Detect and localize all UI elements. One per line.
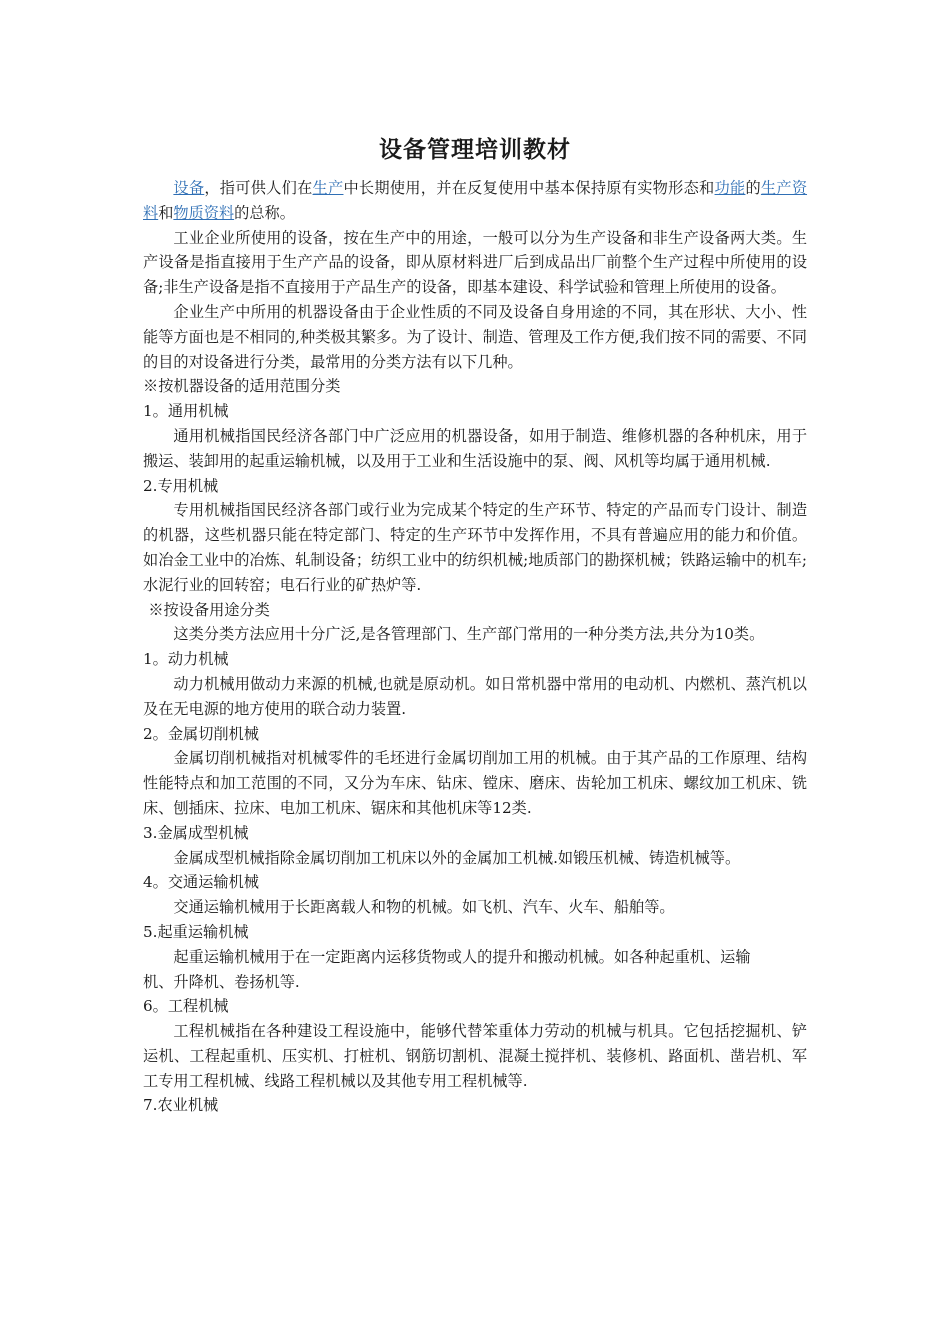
item-body-power-machinery: 动力机械用做动力来源的机械,也就是原动机。如日常机器中常用的电动机、内燃机、蒸汽机以及在无电源的地方使用的联合动力装置. (143, 674, 807, 718)
item-body-engineering: 工程机械指在各种建设工程设施中，能够代替笨重体力劳动的机械与机具。它包括挖掘机、铲运机、工程起重机、压实机、打桩机、钢筋切割机、混凝土搅拌机、装修机、路面机、凿岩机、军工专用工程机械、线路工程机械以及其他专用工程机械等. (143, 1022, 807, 1090)
item-heading-special-machinery: 2.专用机械 (143, 476, 219, 495)
document-title: 设备管理培训教材 (379, 136, 571, 163)
link-shengchan-ziliao[interactable]: 生产资料 (143, 179, 808, 222)
paragraph-equipment-types: 工业企业所使用的设备，按在生产中的用途，一般可以分为生产设备和非生产设备两大类。生产设备是指直接用于生产产品的设备，即从原材料进厂后到成品出厂前整个生产过程中所使用的设备;非生产设备是指不直接用于产品生产的设备，即基本建设、科学试验和管理上所使用的设备。 (143, 228, 807, 297)
document-body (143, 132, 807, 1118)
intro-text-3: 的 (745, 179, 761, 197)
item-body-metal-cutting: 金属切削机械指对机械零件的毛坯进行金属切削加工用的机械。由于其产品的工作原理、结构性能特点和加工范围的不同，又分为车床、钻床、镗床、磨床、齿轮加工机床、螺纹加工机床、铣床、刨插床、拉床、电加工机床、锯床和其他机床等12类. (143, 749, 807, 817)
item-heading-agricultural: 7.农业机械 (143, 1096, 219, 1115)
intro-text-1: ，指可供人们在 (204, 179, 313, 197)
item-body-hoisting-line2: 机、升降机、卷扬机等. (143, 972, 300, 991)
item-heading-metal-forming: 3.金属成型机械 (143, 823, 249, 842)
paragraph-classification-intro: 企业生产中所用的机器设备由于企业性质的不同及设备自身用途的不同，其在形状、大小、性能等方面也是不相同的,种类极其繁多。为了设计、制造、管理及工作方便,我们按不同的需要、不同的目的对设备进行分类，最常用的分类方法有以下几种。 (143, 302, 807, 371)
item-body-hoisting-line1: 起重运输机械用于在一定距离内运移货物或人的提升和搬动机械。如各种起重机、运输 (173, 947, 751, 966)
item-heading-engineering: 6。工程机械 (143, 997, 229, 1016)
item-body-metal-forming: 金属成型机械指除金属切削加工机床以外的金属加工机械.如锻压机械、铸造机械等。 (173, 848, 741, 867)
item-heading-general-machinery: 1。通用机械 (143, 402, 229, 421)
link-gongneng[interactable]: 功能 (714, 179, 746, 197)
link-wuzhi-ziliao[interactable]: 物质资料 (173, 203, 235, 222)
item-body-special-machinery: 专用机械指国民经济各部门或行业为完成某个特定的生产环节、特定的产品而专门设计、制造的机器，这些机器只能在特定部门、特定的生产环节中发挥作用，不具有普遍应用的能力和价值。如冶金工业中的冶炼、轧制设备；纺织工业中的纺织机械;地质部门的勘探机械；铁路运输中的机车;水泥行业的回转窑；电石行业的矿热炉等. (143, 501, 807, 594)
section-heading-usage: ※按设备用途分类 (148, 600, 270, 619)
intro-text-5: 的总称。 (234, 203, 295, 222)
intro-text-4: 和 (158, 203, 174, 222)
intro-paragraph (143, 176, 807, 226)
item-body-general-machinery: 通用机械指国民经济各部门中广泛应用的机器设备，如用于制造、维修机器的各种机床，用于搬运、装卸用的起重运输机械，以及用于工业和生活设施中的泵、阀、风机等均属于通用机械. (143, 426, 807, 470)
section-heading-scope: ※按机器设备的适用范围分类 (143, 377, 341, 396)
link-shengchan[interactable]: 生产 (312, 179, 344, 197)
item-heading-hoisting: 5.起重运输机械 (143, 922, 249, 941)
link-shebei[interactable]: 设备 (173, 179, 205, 197)
paragraph-usage-intro: 这类分类方法应用十分广泛,是各管理部门、生产部门常用的一种分类方法,共分为10类。 (173, 625, 765, 644)
item-heading-transport: 4。交通运输机械 (143, 873, 259, 892)
item-heading-metal-cutting: 2。金属切削机械 (143, 724, 259, 743)
intro-text-2: 中长期使用，并在反复使用中基本保持原有实物形态和 (343, 179, 715, 197)
item-body-transport: 交通运输机械用于长距离载人和物的机械。如飞机、汽车、火车、船舶等。 (173, 898, 675, 917)
item-heading-power-machinery: 1。动力机械 (143, 650, 229, 669)
